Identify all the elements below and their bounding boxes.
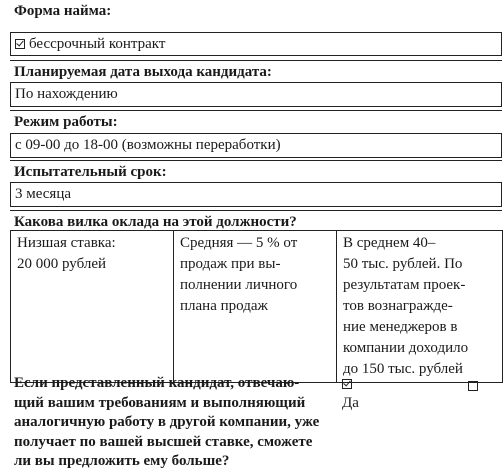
answer-no-option[interactable] (468, 377, 482, 395)
checked-checkbox-icon[interactable] (342, 379, 352, 389)
employment-form-value: бессрочный контракт (29, 36, 166, 52)
empty-checkbox-icon[interactable] (468, 381, 478, 391)
salary-range-table (10, 230, 503, 383)
question-line: аналогичную работу в другой компании, уже (14, 414, 320, 430)
salary-range-heading: Какова вилка оклада на этой должности? (10, 210, 502, 231)
work-schedule-heading: Режим работы: (10, 110, 502, 131)
salary-high-line: 50 тыс. рублей. По (343, 256, 463, 272)
salary-high-line: компании доходило (343, 340, 469, 356)
employment-form-field (10, 32, 502, 56)
question-line: щий вашим требованиям и выполняющий (14, 394, 306, 411)
salary-mid-line: продаж при вы- (180, 256, 281, 272)
answer-yes-option[interactable] (342, 375, 359, 413)
salary-high-line: результатам проек- (343, 277, 466, 293)
salary-high-line: В среднем 40– (343, 235, 436, 251)
salary-high-line: до 150 тыс. рублей (343, 361, 463, 377)
salary-high-cell (337, 231, 503, 383)
employment-form-heading: Форма найма: (14, 3, 112, 19)
salary-mid-line: Средняя — 5 % от (180, 235, 298, 251)
salary-low-cell (11, 231, 174, 383)
work-schedule-value: с 09-00 до 18-00 (возможны переработки) (15, 137, 281, 153)
salary-mid-line: плана продаж (180, 298, 268, 314)
start-date-value: По нахождению (15, 86, 118, 102)
salary-mid-line: полнении личного (180, 277, 298, 293)
checked-checkbox-icon[interactable] (15, 39, 25, 49)
salary-mid-cell (174, 231, 337, 383)
question-line: Если представленный кандидат, отвечаю- (14, 375, 300, 391)
salary-high-line: ние менеджеров в (343, 319, 458, 335)
higher-offer-question (10, 374, 324, 472)
answer-yes-label: Да (342, 395, 359, 411)
probation-value: 3 месяца (15, 186, 72, 202)
work-schedule-field (10, 133, 502, 158)
salary-high-line: тов вознагражде- (343, 298, 453, 314)
question-line: получает по вашей высшей ставке, сможете (14, 433, 313, 450)
question-line: ли вы предложить ему больше? (14, 453, 230, 469)
salary-low-line: 20 000 рублей (17, 256, 107, 272)
probation-heading: Испытательный срок: (10, 160, 502, 181)
probation-field (10, 182, 502, 207)
start-date-field (10, 82, 502, 107)
start-date-heading: Планируемая дата выхода кандидата: (10, 60, 502, 81)
salary-low-line: Низшая ставка: (17, 235, 116, 251)
